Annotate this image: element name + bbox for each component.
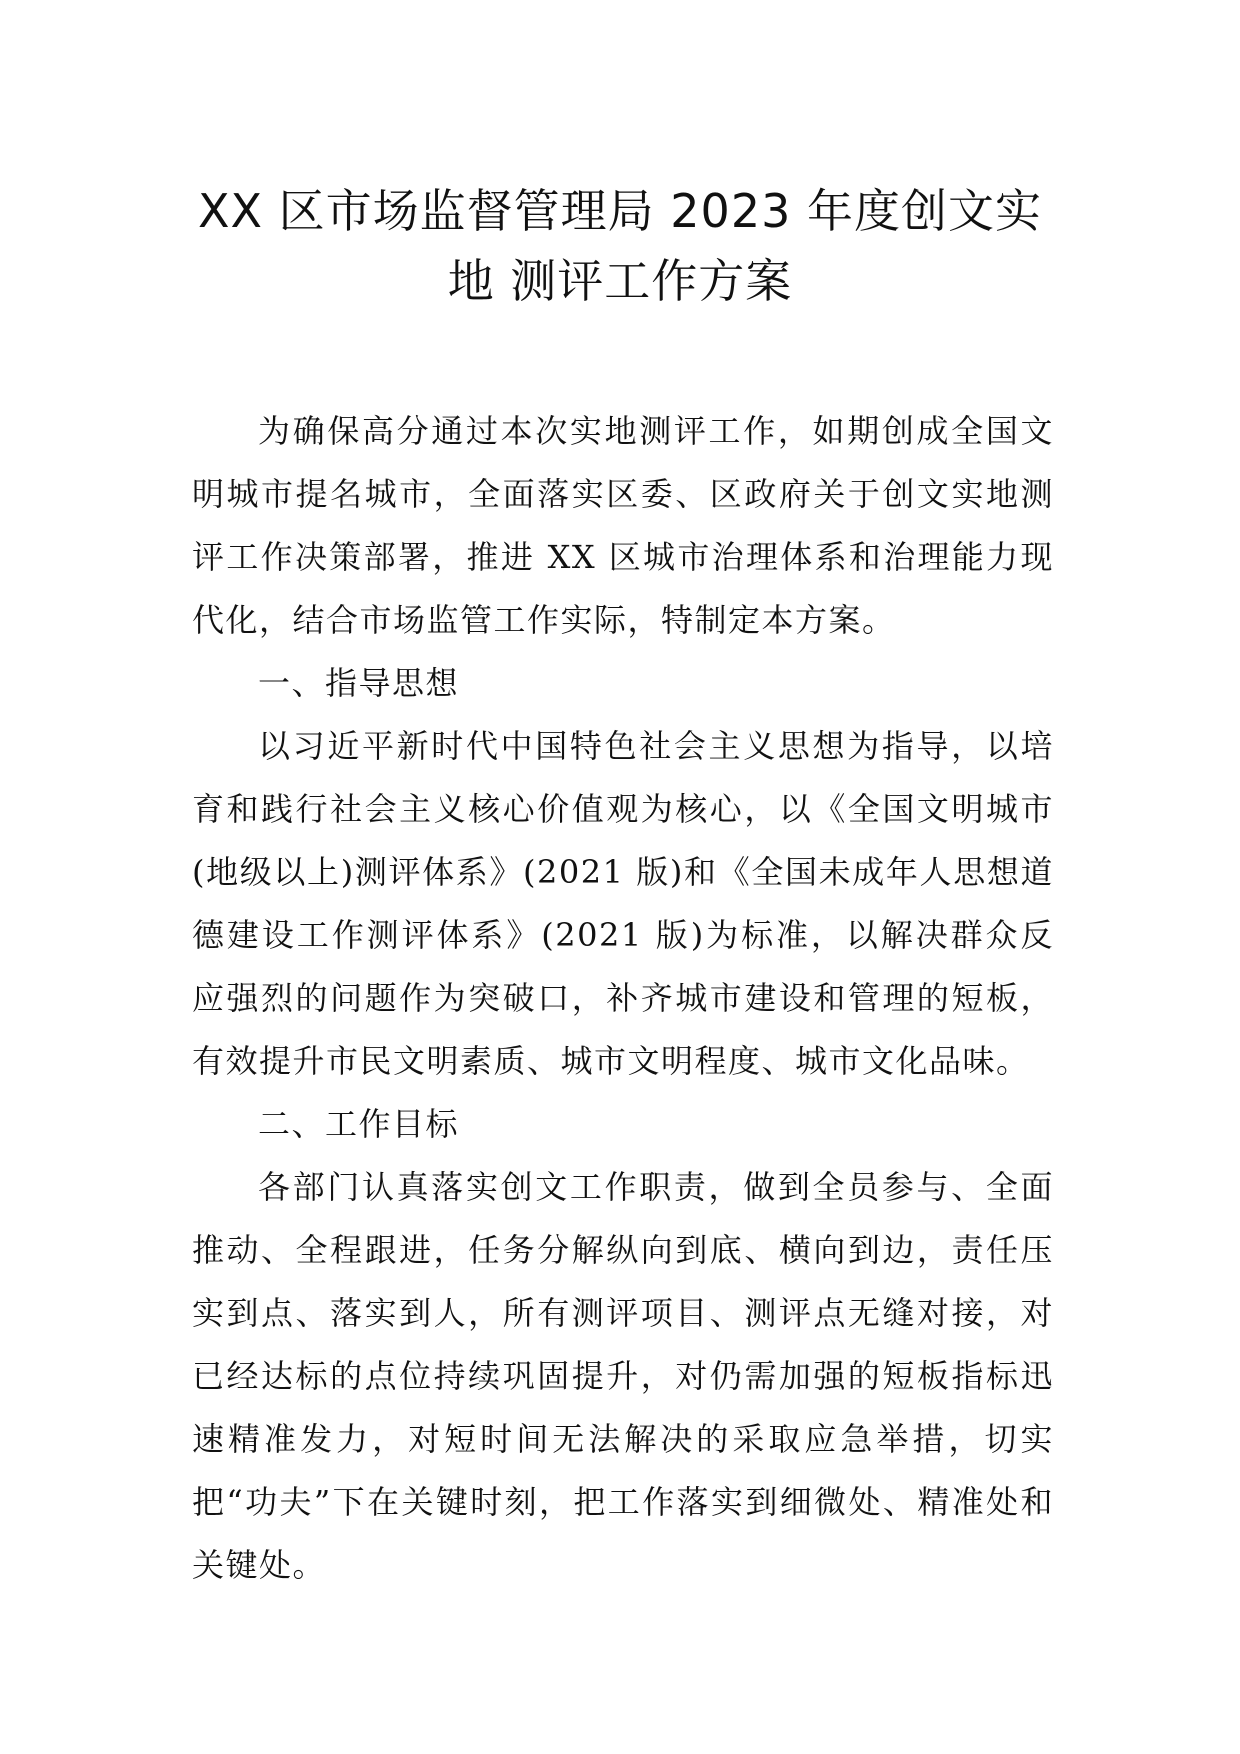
section-heading-work-goals: 二、工作目标	[258, 1105, 460, 1143]
title-line-1: XX 区市场监督管理局 2023 年度创文实	[198, 184, 1042, 238]
guiding-ideology-paragraph: 以习近平新时代中国特色社会主义思想为指导，以培育和践行社会主义核心价值观为核心，以《全国文明城市(地级以上)测评体系》(2021 版)和《全国未成年人思想道德建设工作测评体系》(2021 版)为标准，以解决群众反应强烈的问题作为突破口，补齐城市建设和管理的短板，有效提升市民文明素质、城市文明程度、城市文化品味。	[192, 727, 1054, 1080]
work-goals-paragraph: 各部门认真落实创文工作职责，做到全员参与、全面推动、全程跟进，任务分解纵向到底、横向到边，责任压实到点、落实到人，所有测评项目、测评点无缝对接，对已经达标的点位持续巩固提升，对仍需加强的短板指标迅速精准发力，对短时间无法解决的采取应急举措，切实把“功夫”下在关键时刻，把工作落实到细微处、精准处和关键处。	[192, 1168, 1054, 1584]
section-heading-guiding-ideology: 一、指导思想	[258, 664, 460, 702]
document-body	[192, 400, 1054, 1597]
intro-paragraph: 为确保高分通过本次实地测评工作，如期创成全国文明城市提名城市，全面落实区委、区政府关于创文实地测评工作决策部署，推进 XX 区城市治理体系和治理能力现代化，结合市场监管工作实际，特制定本方案。	[192, 412, 1054, 639]
document-title	[150, 176, 1090, 316]
title-line-2: 地 测评工作方案	[447, 254, 793, 308]
